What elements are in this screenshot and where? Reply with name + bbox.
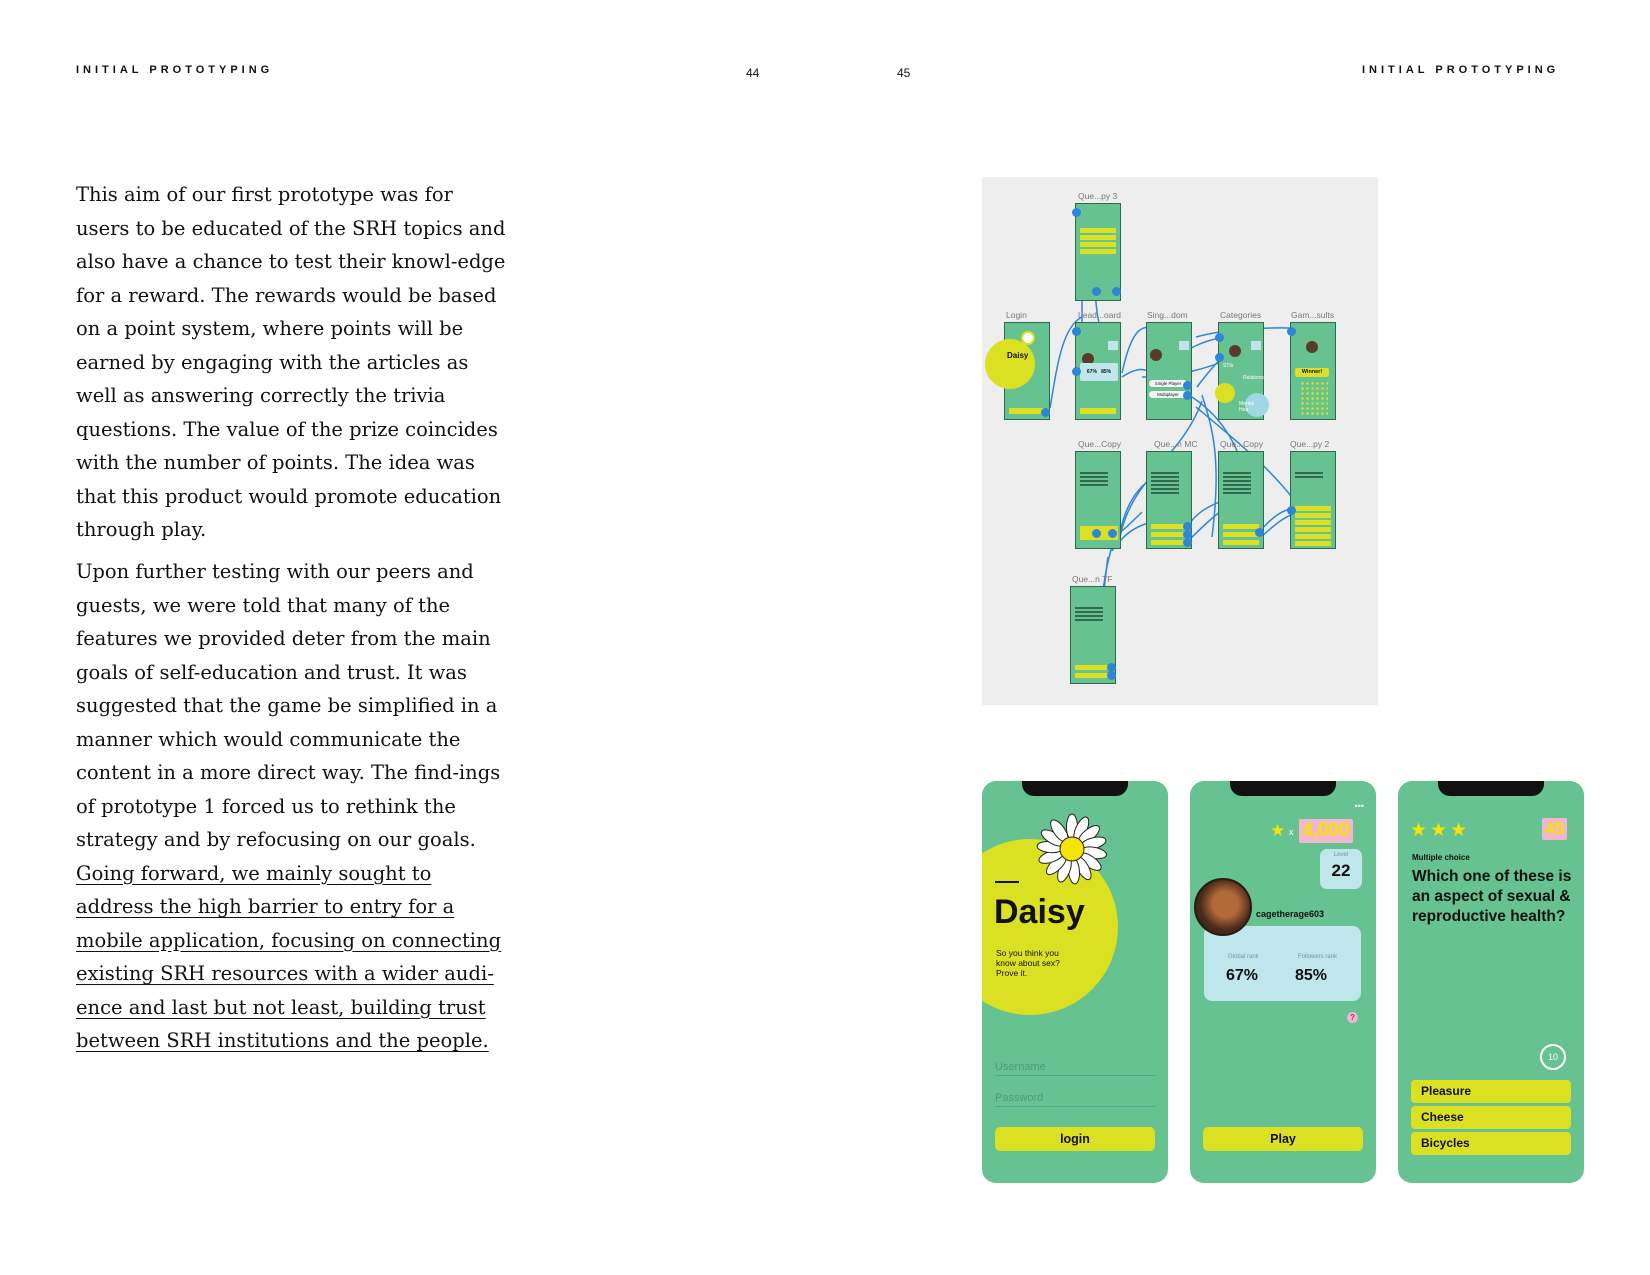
paragraph-findings xyxy=(76,555,506,1058)
answer-option[interactable]: Bicycles xyxy=(1411,1132,1571,1155)
followers-rank-value: 85% xyxy=(1295,967,1328,984)
answer-option[interactable]: Pleasure xyxy=(1411,1080,1571,1103)
username-input[interactable] xyxy=(995,1057,1155,1076)
running-header-right: INITIAL PROTOTYPING xyxy=(1362,64,1560,76)
paragraph-aim: This aim of our first prototype was for users to be educated of the SRH topics and also have a chance to test their knowl-edge for a reward. The rewards would be based on a point system, where points will be earned by engaging with the articles as well as answering correctly the trivia questions. The value of the prize coincides with the number of points. The idea was that this product would promote education through play. xyxy=(76,183,506,541)
login-button[interactable]: login xyxy=(995,1127,1155,1151)
level-label: Level xyxy=(1333,852,1349,858)
more-menu-icon[interactable]: ••• xyxy=(1354,801,1364,811)
screen-thumb-quemc xyxy=(1146,451,1192,549)
mini-multiplayer: Multiplayer xyxy=(1149,391,1187,398)
mini-global-rank: 67% xyxy=(1086,369,1097,375)
flow-label-quemc: Que...n MC xyxy=(1154,439,1198,449)
star-icon: ★ xyxy=(1430,820,1451,841)
phone-notch xyxy=(1230,781,1336,796)
screen-thumb-quetf xyxy=(1070,586,1116,684)
phone-notch xyxy=(1438,781,1544,796)
flow-label-quecopy2: Que...Copy xyxy=(1220,439,1263,449)
timer-badge: 45 xyxy=(1542,818,1567,840)
screen-thumb-quecopy xyxy=(1075,451,1121,549)
play-button[interactable]: Play xyxy=(1203,1127,1363,1151)
mini-daisy-title: Daisy xyxy=(1007,351,1029,360)
screen-thumb-que2 xyxy=(1290,451,1336,549)
mini-category-relations: Relations xyxy=(1243,375,1264,381)
points-badge: 4,000 xyxy=(1299,819,1353,843)
prototype-flow-board xyxy=(982,177,1378,705)
flow-label-login: Login xyxy=(1006,310,1027,320)
level-card xyxy=(1320,849,1362,889)
phone-profile-screen xyxy=(1190,781,1376,1183)
mini-single-player: Single Player xyxy=(1149,380,1187,387)
question-type: Multiple choice xyxy=(1412,853,1470,862)
screen-thumb-categories xyxy=(1218,322,1264,420)
mini-winner: Winner! xyxy=(1295,368,1329,377)
followers-rank-label: Followers rank xyxy=(1298,954,1338,960)
phone-notch xyxy=(1022,781,1128,796)
avatar xyxy=(1194,878,1252,936)
mini-category-sti: STIs xyxy=(1223,363,1234,369)
flow-label-singlemode: Sing...dom xyxy=(1147,310,1188,320)
flow-label-quetf: Que...n TF xyxy=(1072,574,1113,584)
help-icon[interactable]: ? xyxy=(1347,1012,1358,1023)
multiplier-label: x xyxy=(1289,827,1294,837)
password-input[interactable] xyxy=(995,1088,1155,1107)
screen-thumb-singlemode xyxy=(1146,322,1192,420)
global-rank-value: 67% xyxy=(1226,967,1259,984)
screen-thumb-leaderboard xyxy=(1075,322,1121,420)
screen-thumb-quecopy2 xyxy=(1218,451,1264,549)
username-label: cagetherage603 xyxy=(1256,909,1325,919)
star-icon: ★ xyxy=(1450,820,1471,841)
flow-label-leaderboard: Lead...oard xyxy=(1078,310,1122,320)
mini-category-mental: Mental Hea xyxy=(1239,401,1255,413)
running-header-left: INITIAL PROTOTYPING xyxy=(76,64,274,76)
password-placeholder: Password xyxy=(995,1092,1044,1104)
mini-followers-rank: 85% xyxy=(1101,369,1112,375)
question-text: Which one of these is an aspect of sexual & reproductive health? xyxy=(1412,868,1572,925)
screen-thumb-gameresults xyxy=(1290,322,1336,420)
title-dash xyxy=(995,881,1019,883)
star-icon: ★ xyxy=(1270,821,1286,840)
tagline: So you think you know about sex? Prove it. xyxy=(996,948,1060,978)
screen-thumb-login xyxy=(1004,322,1050,420)
findings-underlined-text: Going forward, we mainly sought to address the high barrier to entry for a mobile application, focusing on connecting existing SRH resources with a wider audi-ence and last but not least, building trust between SRH institutions and the people. xyxy=(76,861,502,1052)
flow-label-categories: Categories xyxy=(1220,310,1262,320)
app-title: Daisy xyxy=(994,893,1085,931)
username-placeholder: Username xyxy=(995,1061,1046,1073)
star-icon: ★ xyxy=(1410,820,1431,841)
flow-label-quecopy: Que...Copy xyxy=(1078,439,1121,449)
flow-label-gameresults: Gam...sults xyxy=(1291,310,1334,320)
star-rating xyxy=(1410,819,1470,842)
countdown-timer: 10 xyxy=(1540,1044,1566,1070)
phone-login-screen xyxy=(982,781,1168,1183)
rank-card xyxy=(1204,926,1361,1001)
page-number-left: 44 xyxy=(746,66,760,80)
flow-label-que2: Que...py 2 xyxy=(1290,439,1330,449)
flow-label-que3: Que...py 3 xyxy=(1078,191,1118,201)
answer-option[interactable]: Cheese xyxy=(1411,1106,1571,1129)
screen-thumb-que3 xyxy=(1075,203,1121,301)
level-value: 22 xyxy=(1331,861,1351,880)
phone-question-screen xyxy=(1398,781,1584,1183)
global-rank-label: Global rank xyxy=(1228,954,1259,960)
page-number-right: 45 xyxy=(897,66,911,80)
daisy-flower-icon xyxy=(1034,811,1110,887)
findings-text: Upon further testing with our peers and guests, we were told that many of the features we provided deter from the main goals of self-education and trust. It was suggested that the game be simplified in a manner which would communicate the content in a more direct way. The find-ings of prototype 1 forced us to rethink the strategy and by refocusing on our goals. xyxy=(76,560,501,851)
